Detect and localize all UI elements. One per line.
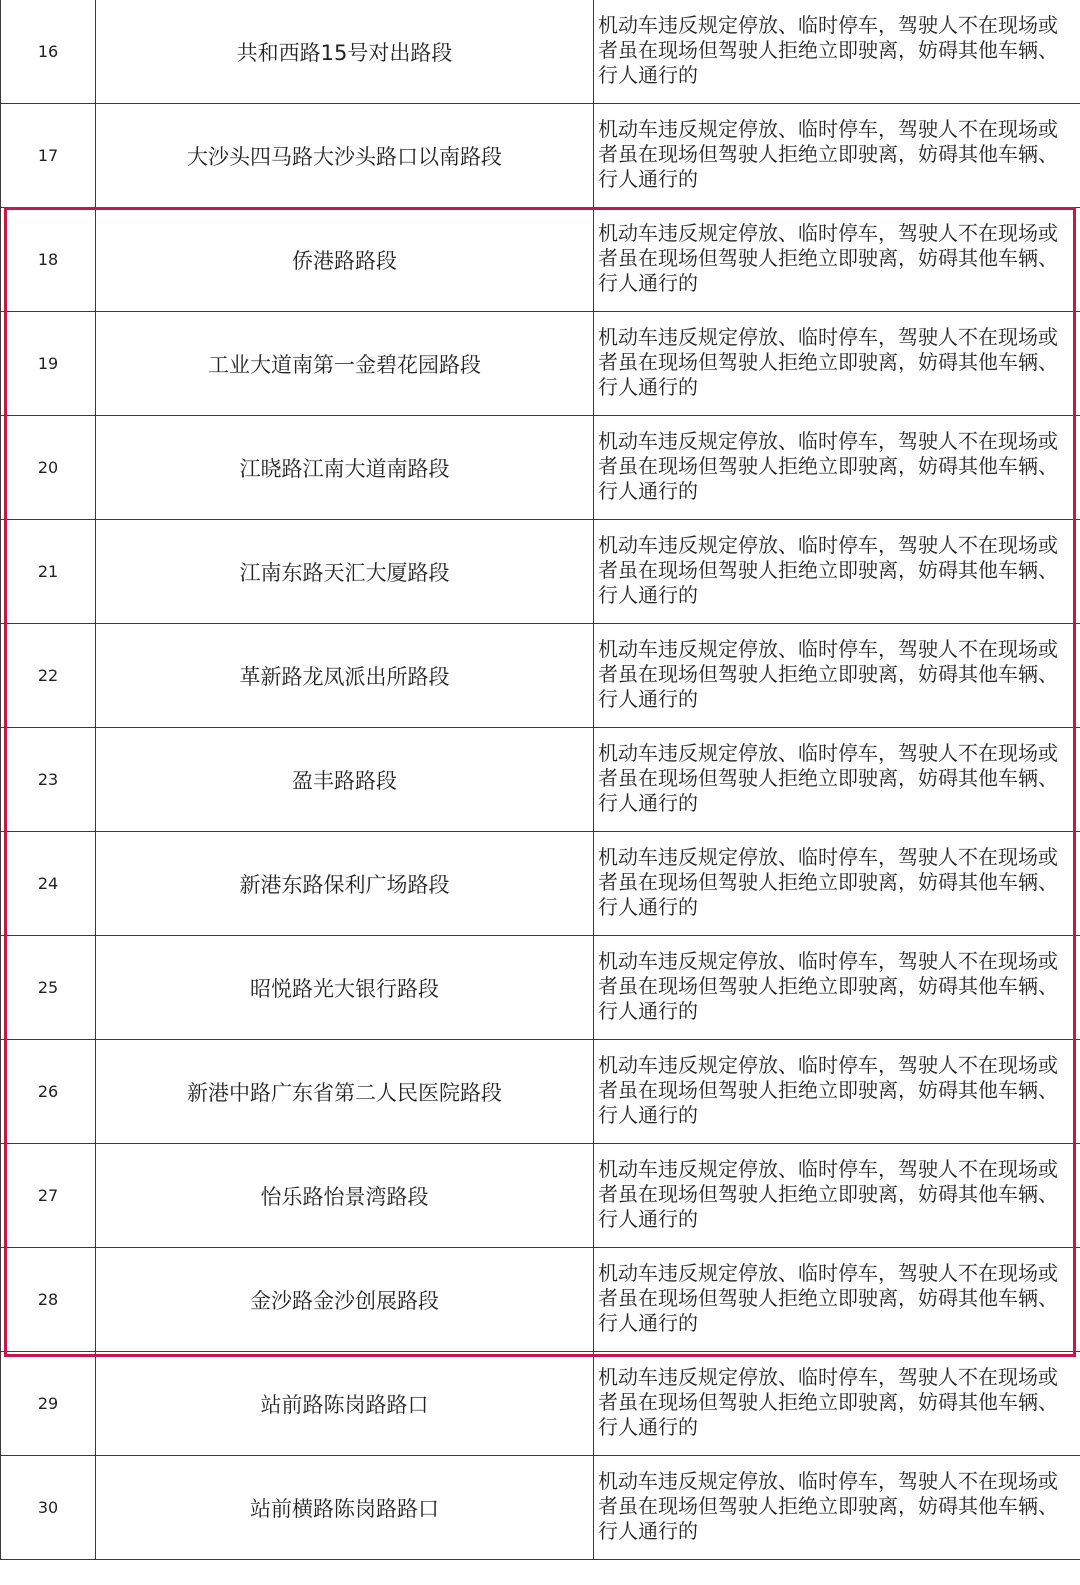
road-section-name: 站前横路陈岗路路口 [96,1456,594,1560]
table-row [1,728,1080,832]
violation-description-text: 机动车违反规定停放、临时停车，驾驶人不在现场或者虽在现场但驾驶人拒绝立即驶离，妨碍其他车辆、行人通行的 [598,429,1058,503]
road-section-name: 江晓路江南大道南路段 [96,416,594,520]
row-number: 21 [1,520,96,624]
table-row [1,1144,1080,1248]
road-section-name: 侨港路路段 [96,208,594,312]
road-section-name: 革新路龙凤派出所路段 [96,624,594,728]
violation-description [594,208,1080,312]
violation-description-text: 机动车违反规定停放、临时停车，驾驶人不在现场或者虽在现场但驾驶人拒绝立即驶离，妨碍其他车辆、行人通行的 [598,741,1058,815]
table-row [1,104,1080,208]
table-row [1,1040,1080,1144]
table-body [1,0,1080,1560]
violation-description-text: 机动车违反规定停放、临时停车，驾驶人不在现场或者虽在现场但驾驶人拒绝立即驶离，妨碍其他车辆、行人通行的 [598,325,1058,399]
road-section-name: 站前路陈岗路路口 [96,1352,594,1456]
violation-description-text: 机动车违反规定停放、临时停车，驾驶人不在现场或者虽在现场但驾驶人拒绝立即驶离，妨碍其他车辆、行人通行的 [598,637,1058,711]
road-section-name: 昭悦路光大银行路段 [96,936,594,1040]
table-row [1,1456,1080,1560]
violation-description-text: 机动车违反规定停放、临时停车，驾驶人不在现场或者虽在现场但驾驶人拒绝立即驶离，妨碍其他车辆、行人通行的 [598,13,1058,87]
road-section-name: 新港东路保利广场路段 [96,832,594,936]
violation-description [594,936,1080,1040]
row-number: 22 [1,624,96,728]
table-row [1,312,1080,416]
row-number: 23 [1,728,96,832]
table-row [1,208,1080,312]
road-section-name: 新港中路广东省第二人民医院路段 [96,1040,594,1144]
violation-description-text: 机动车违反规定停放、临时停车，驾驶人不在现场或者虽在现场但驾驶人拒绝立即驶离，妨碍其他车辆、行人通行的 [598,221,1058,295]
table-row [1,520,1080,624]
row-number: 26 [1,1040,96,1144]
row-number: 17 [1,104,96,208]
road-section-name: 江南东路天汇大厦路段 [96,520,594,624]
violation-description-text: 机动车违反规定停放、临时停车，驾驶人不在现场或者虽在现场但驾驶人拒绝立即驶离，妨碍其他车辆、行人通行的 [598,1365,1058,1439]
row-number: 19 [1,312,96,416]
table-row [1,936,1080,1040]
road-section-name: 盈丰路路段 [96,728,594,832]
violation-description-text: 机动车违反规定停放、临时停车，驾驶人不在现场或者虽在现场但驾驶人拒绝立即驶离，妨碍其他车辆、行人通行的 [598,1157,1058,1231]
violation-description [594,1456,1080,1560]
road-section-name: 工业大道南第一金碧花园路段 [96,312,594,416]
table-row [1,624,1080,728]
row-number: 28 [1,1248,96,1352]
violation-description-text: 机动车违反规定停放、临时停车，驾驶人不在现场或者虽在现场但驾驶人拒绝立即驶离，妨碍其他车辆、行人通行的 [598,533,1058,607]
row-number: 16 [1,0,96,104]
violation-description-text: 机动车违反规定停放、临时停车，驾驶人不在现场或者虽在现场但驾驶人拒绝立即驶离，妨碍其他车辆、行人通行的 [598,1053,1058,1127]
road-section-name: 怡乐路怡景湾路段 [96,1144,594,1248]
road-section-name: 共和西路15号对出路段 [96,0,594,104]
violation-description-text: 机动车违反规定停放、临时停车，驾驶人不在现场或者虽在现场但驾驶人拒绝立即驶离，妨碍其他车辆、行人通行的 [598,1261,1058,1335]
violation-description-text: 机动车违反规定停放、临时停车，驾驶人不在现场或者虽在现场但驾驶人拒绝立即驶离，妨碍其他车辆、行人通行的 [598,845,1058,919]
table-row [1,832,1080,936]
violation-description [594,728,1080,832]
violation-description [594,832,1080,936]
violation-description-text: 机动车违反规定停放、临时停车，驾驶人不在现场或者虽在现场但驾驶人拒绝立即驶离，妨碍其他车辆、行人通行的 [598,117,1058,191]
row-number: 20 [1,416,96,520]
row-number: 29 [1,1352,96,1456]
violation-description [594,104,1080,208]
violation-description [594,520,1080,624]
road-section-name: 大沙头四马路大沙头路口以南路段 [96,104,594,208]
violation-description [594,312,1080,416]
table-row [1,1352,1080,1456]
table-row [1,416,1080,520]
violation-description-text: 机动车违反规定停放、临时停车，驾驶人不在现场或者虽在现场但驾驶人拒绝立即驶离，妨碍其他车辆、行人通行的 [598,949,1058,1023]
violation-description [594,416,1080,520]
road-section-name: 金沙路金沙创展路段 [96,1248,594,1352]
violation-description [594,1144,1080,1248]
table-row [1,1248,1080,1352]
violation-description-text: 机动车违反规定停放、临时停车，驾驶人不在现场或者虽在现场但驾驶人拒绝立即驶离，妨碍其他车辆、行人通行的 [598,1469,1058,1543]
violation-description [594,1352,1080,1456]
violation-description [594,0,1080,104]
row-number: 27 [1,1144,96,1248]
row-number: 30 [1,1456,96,1560]
violation-description [594,624,1080,728]
violation-description [594,1248,1080,1352]
row-number: 25 [1,936,96,1040]
row-number: 24 [1,832,96,936]
row-number: 18 [1,208,96,312]
violation-description [594,1040,1080,1144]
table-row [1,0,1080,104]
